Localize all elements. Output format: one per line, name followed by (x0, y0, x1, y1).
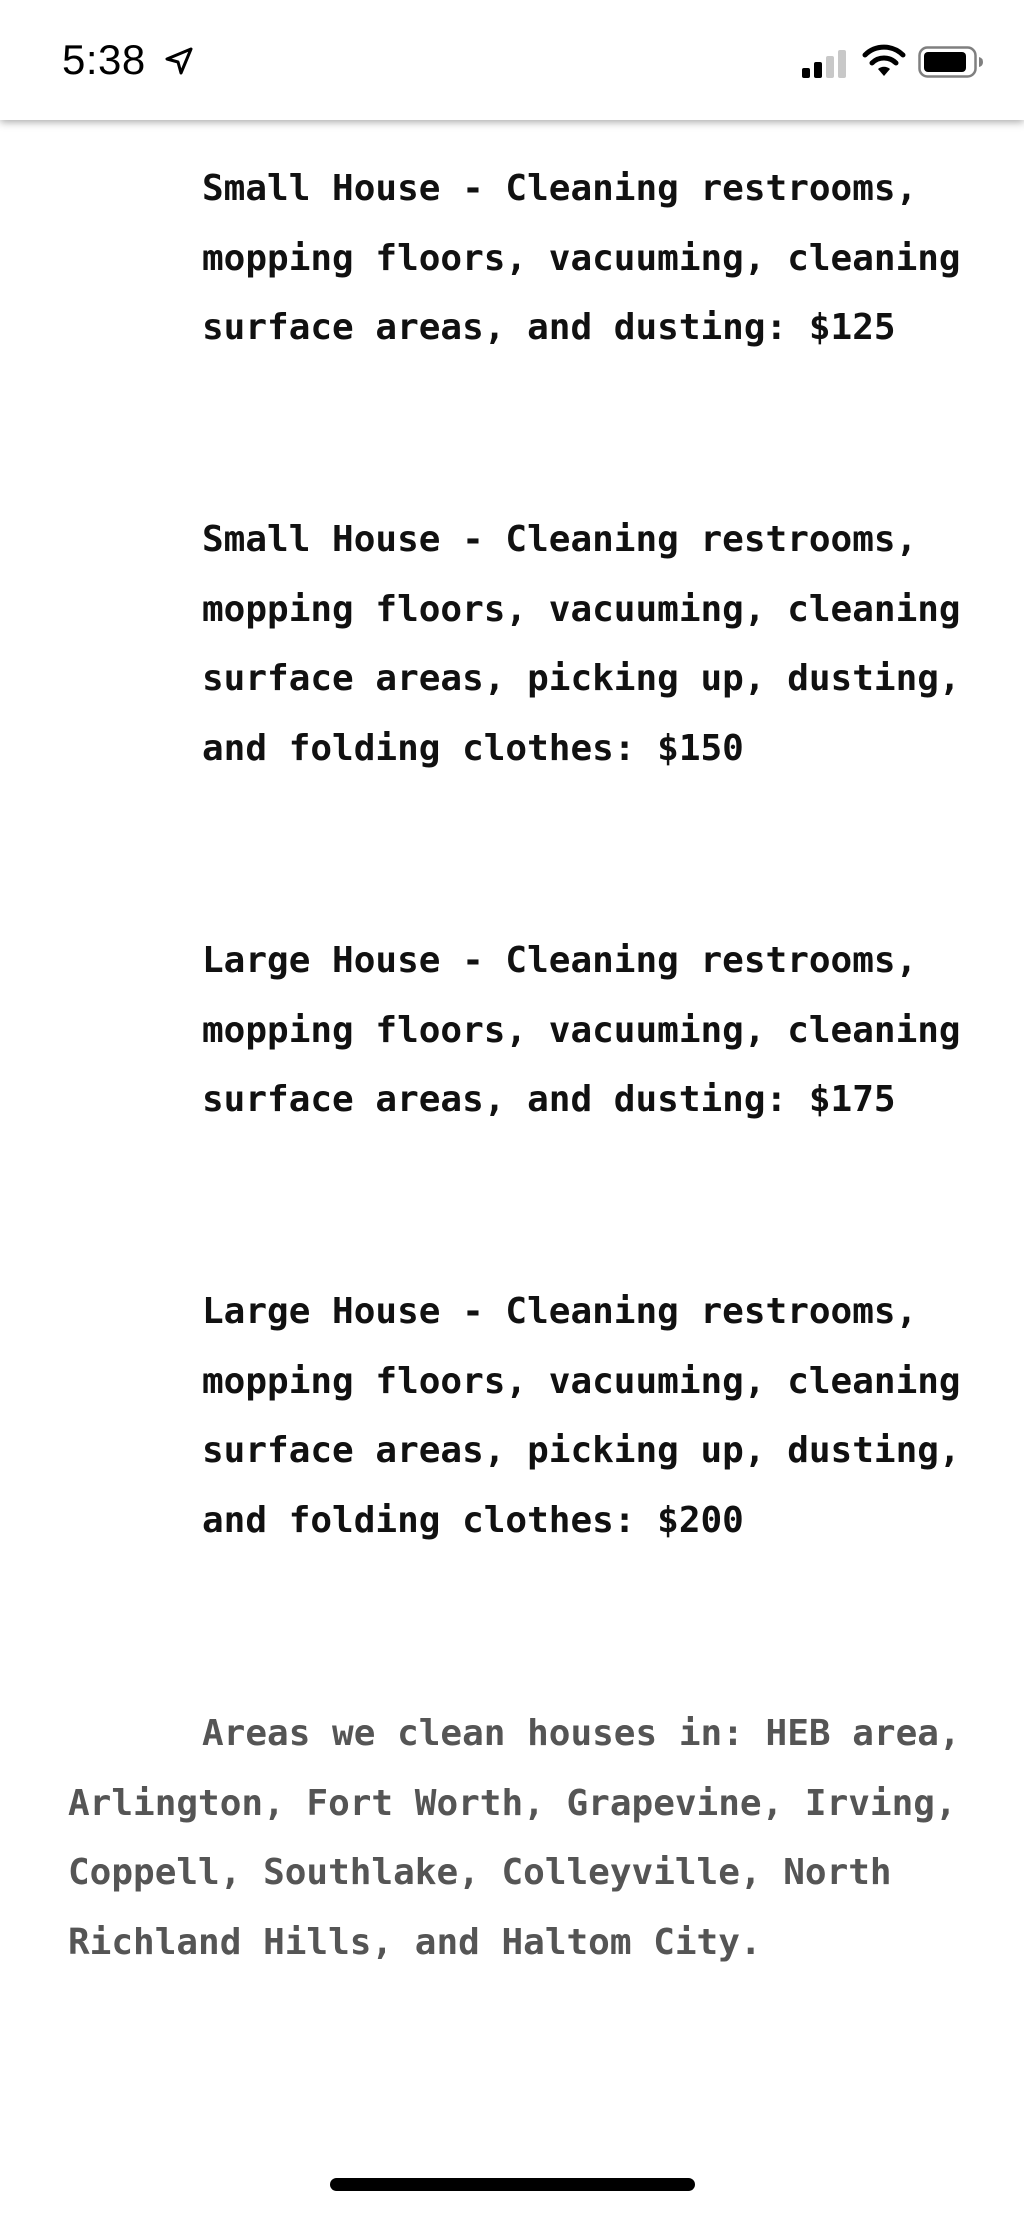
wifi-icon (862, 44, 906, 78)
service-areas-text: Areas we clean houses in: HEB area, Arlington, Fort Worth, Grapevine, Irving, Coppell, Southlake, Colleyville, North Richland Hills, and Haltom City. (68, 1713, 961, 1963)
cellular-signal-icon (800, 48, 850, 78)
status-bar (0, 0, 1024, 120)
service-large-full: Large House - Cleaning restrooms, mopping floors, vacuuming, cleaning surface areas, picking up, dusting, and folding clothes: $200 (202, 1291, 983, 1541)
service-small-full: Small House - Cleaning restrooms, mopping floors, vacuuming, cleaning surface areas, picking up, dusting, and folding clothes: $150 (202, 519, 983, 769)
battery-icon (918, 46, 984, 78)
location-arrow-icon (164, 46, 194, 76)
service-large-basic: Large House - Cleaning restrooms, mopping floors, vacuuming, cleaning surface areas, and dusting: $175 (202, 940, 983, 1120)
status-time: 5:38 (62, 36, 146, 83)
service-small-basic: Small House - Cleaning restrooms, mopping floors, vacuuming, cleaning surface areas, and dusting: $125 (202, 168, 983, 348)
home-indicator[interactable] (330, 2178, 695, 2191)
